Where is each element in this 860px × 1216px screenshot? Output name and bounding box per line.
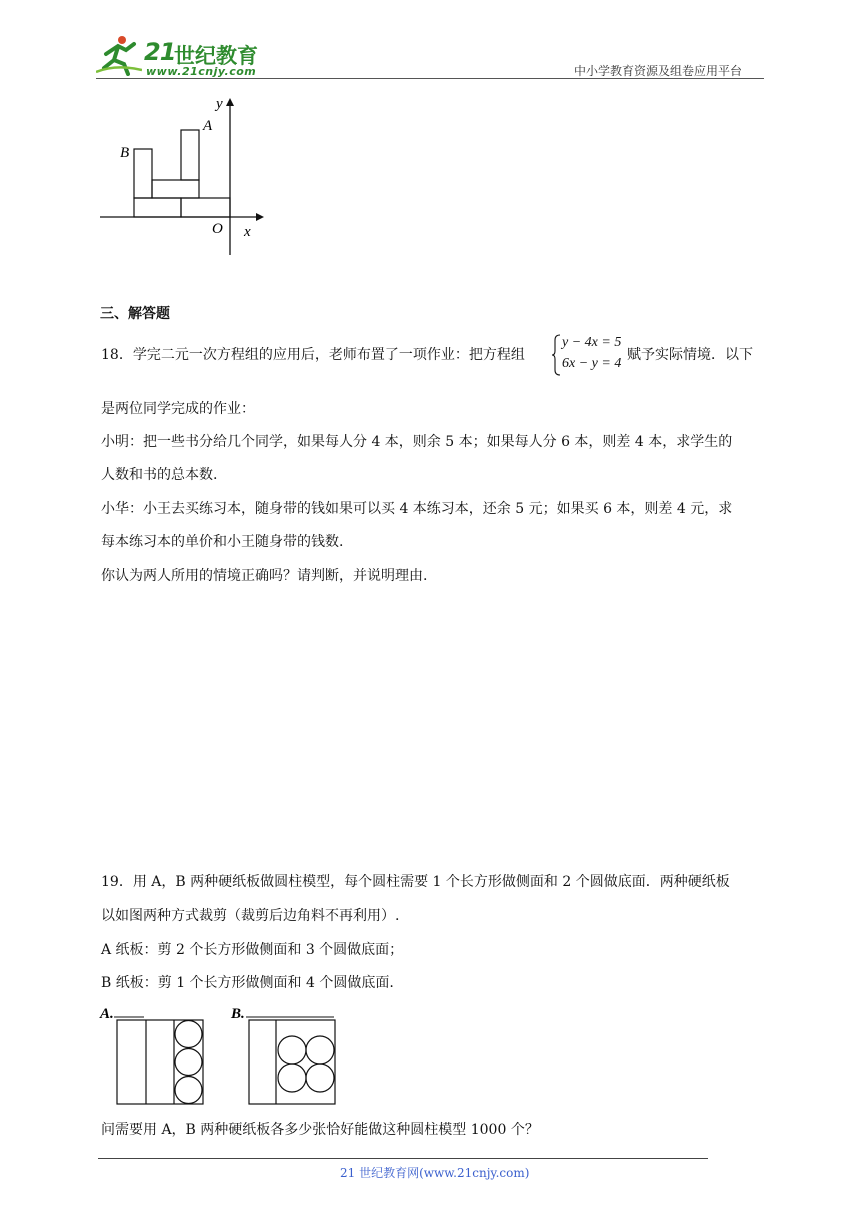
q18-line-2: 是两位同学完成的作业： <box>101 401 255 417</box>
fig-b-label: B. <box>231 1006 245 1022</box>
coordinate-figure <box>96 90 266 260</box>
board-a-circle <box>175 1021 202 1048</box>
q19-question: 问需要用 A，B 两种硬纸板各多少张恰好能做这种圆柱模型 1000 个？ <box>101 1122 539 1138</box>
q18-intro-cont: 赋予实际情境．以下 <box>627 347 753 363</box>
rect-bottom-left <box>134 198 181 217</box>
board-a-circle <box>175 1049 202 1076</box>
equation-2: 6x − y = 4 <box>562 356 622 371</box>
header-platform-text: 中小学教育资源及组卷应用平台 <box>574 64 743 78</box>
footer-link[interactable]: 21 世纪教育网(www.21cnjy.com) <box>340 1166 530 1180</box>
board-b-circle <box>306 1064 334 1092</box>
brace-icon <box>551 334 561 376</box>
label-b: B <box>120 145 130 161</box>
fig-a-label: A. <box>100 1006 114 1022</box>
logo-url: www.21cnjy.com <box>146 65 257 78</box>
equation-system <box>551 334 627 376</box>
q19-line-1: 19．用 A，B 两种硬纸板做圆柱模型，每个圆柱需要 1 个长方形做侧面和 2 个圆做底面．两种硬纸板 <box>101 874 730 890</box>
board-b-circle <box>278 1036 306 1064</box>
y-axis-arrow-icon <box>226 98 234 106</box>
q18-xiaohua-1: 小华：小王去买练习本，随身带的钱如果可以买 4 本练习本，还余 5 元；如果买 6 本，则差 4 元，求 <box>101 501 733 517</box>
q19-line-3: A 纸板：剪 2 个长方形做侧面和 3 个圆做底面； <box>101 942 404 958</box>
q18-xiaoming-2: 人数和书的总本数. <box>101 467 218 483</box>
footer-divider <box>98 1158 708 1159</box>
q19-line-4: B 纸板：剪 1 个长方形做侧面和 4 个圆做底面. <box>101 975 394 991</box>
equation-1: y − 4x = 5 <box>562 335 622 350</box>
board-a-circle <box>175 1077 202 1104</box>
logo-number: 21 <box>144 38 176 66</box>
rect-a-vertical <box>181 130 199 180</box>
board-a <box>117 1020 203 1104</box>
runner-logo-icon <box>96 34 142 76</box>
q18-xiaohua-2: 每本练习本的单价和小王随身带的钱数. <box>101 534 344 550</box>
label-a: A <box>203 118 213 134</box>
label-o: O <box>212 221 223 237</box>
rect-bottom-right <box>181 198 230 217</box>
q18-question: 你认为两人所用的情境正确吗？请判断，并说明理由. <box>101 568 428 584</box>
board-b-circle <box>278 1064 306 1092</box>
rect-middle <box>152 180 199 198</box>
q19-line-2: 以如图两种方式裁剪（裁剪后边角料不再利用）. <box>101 908 400 924</box>
x-axis-arrow-icon <box>256 213 264 221</box>
board-b-circle <box>306 1036 334 1064</box>
label-y: y <box>216 96 223 112</box>
section-title: 三、解答题 <box>100 306 170 322</box>
logo-chinese: 世纪教育 <box>174 44 258 68</box>
label-x: x <box>244 224 251 240</box>
header-divider <box>96 78 764 79</box>
q18-xiaoming-1: 小明：把一些书分给几个同学，如果每人分 4 本，则余 5 本；如果每人分 6 本，则差 4 本，求学生的 <box>101 434 733 450</box>
rect-b-vertical <box>134 149 152 198</box>
q18-intro: 18．学完二元一次方程组的应用后，老师布置了一项作业：把方程组 <box>101 347 525 363</box>
cardboard-figures <box>96 1002 356 1106</box>
logo <box>96 34 266 78</box>
